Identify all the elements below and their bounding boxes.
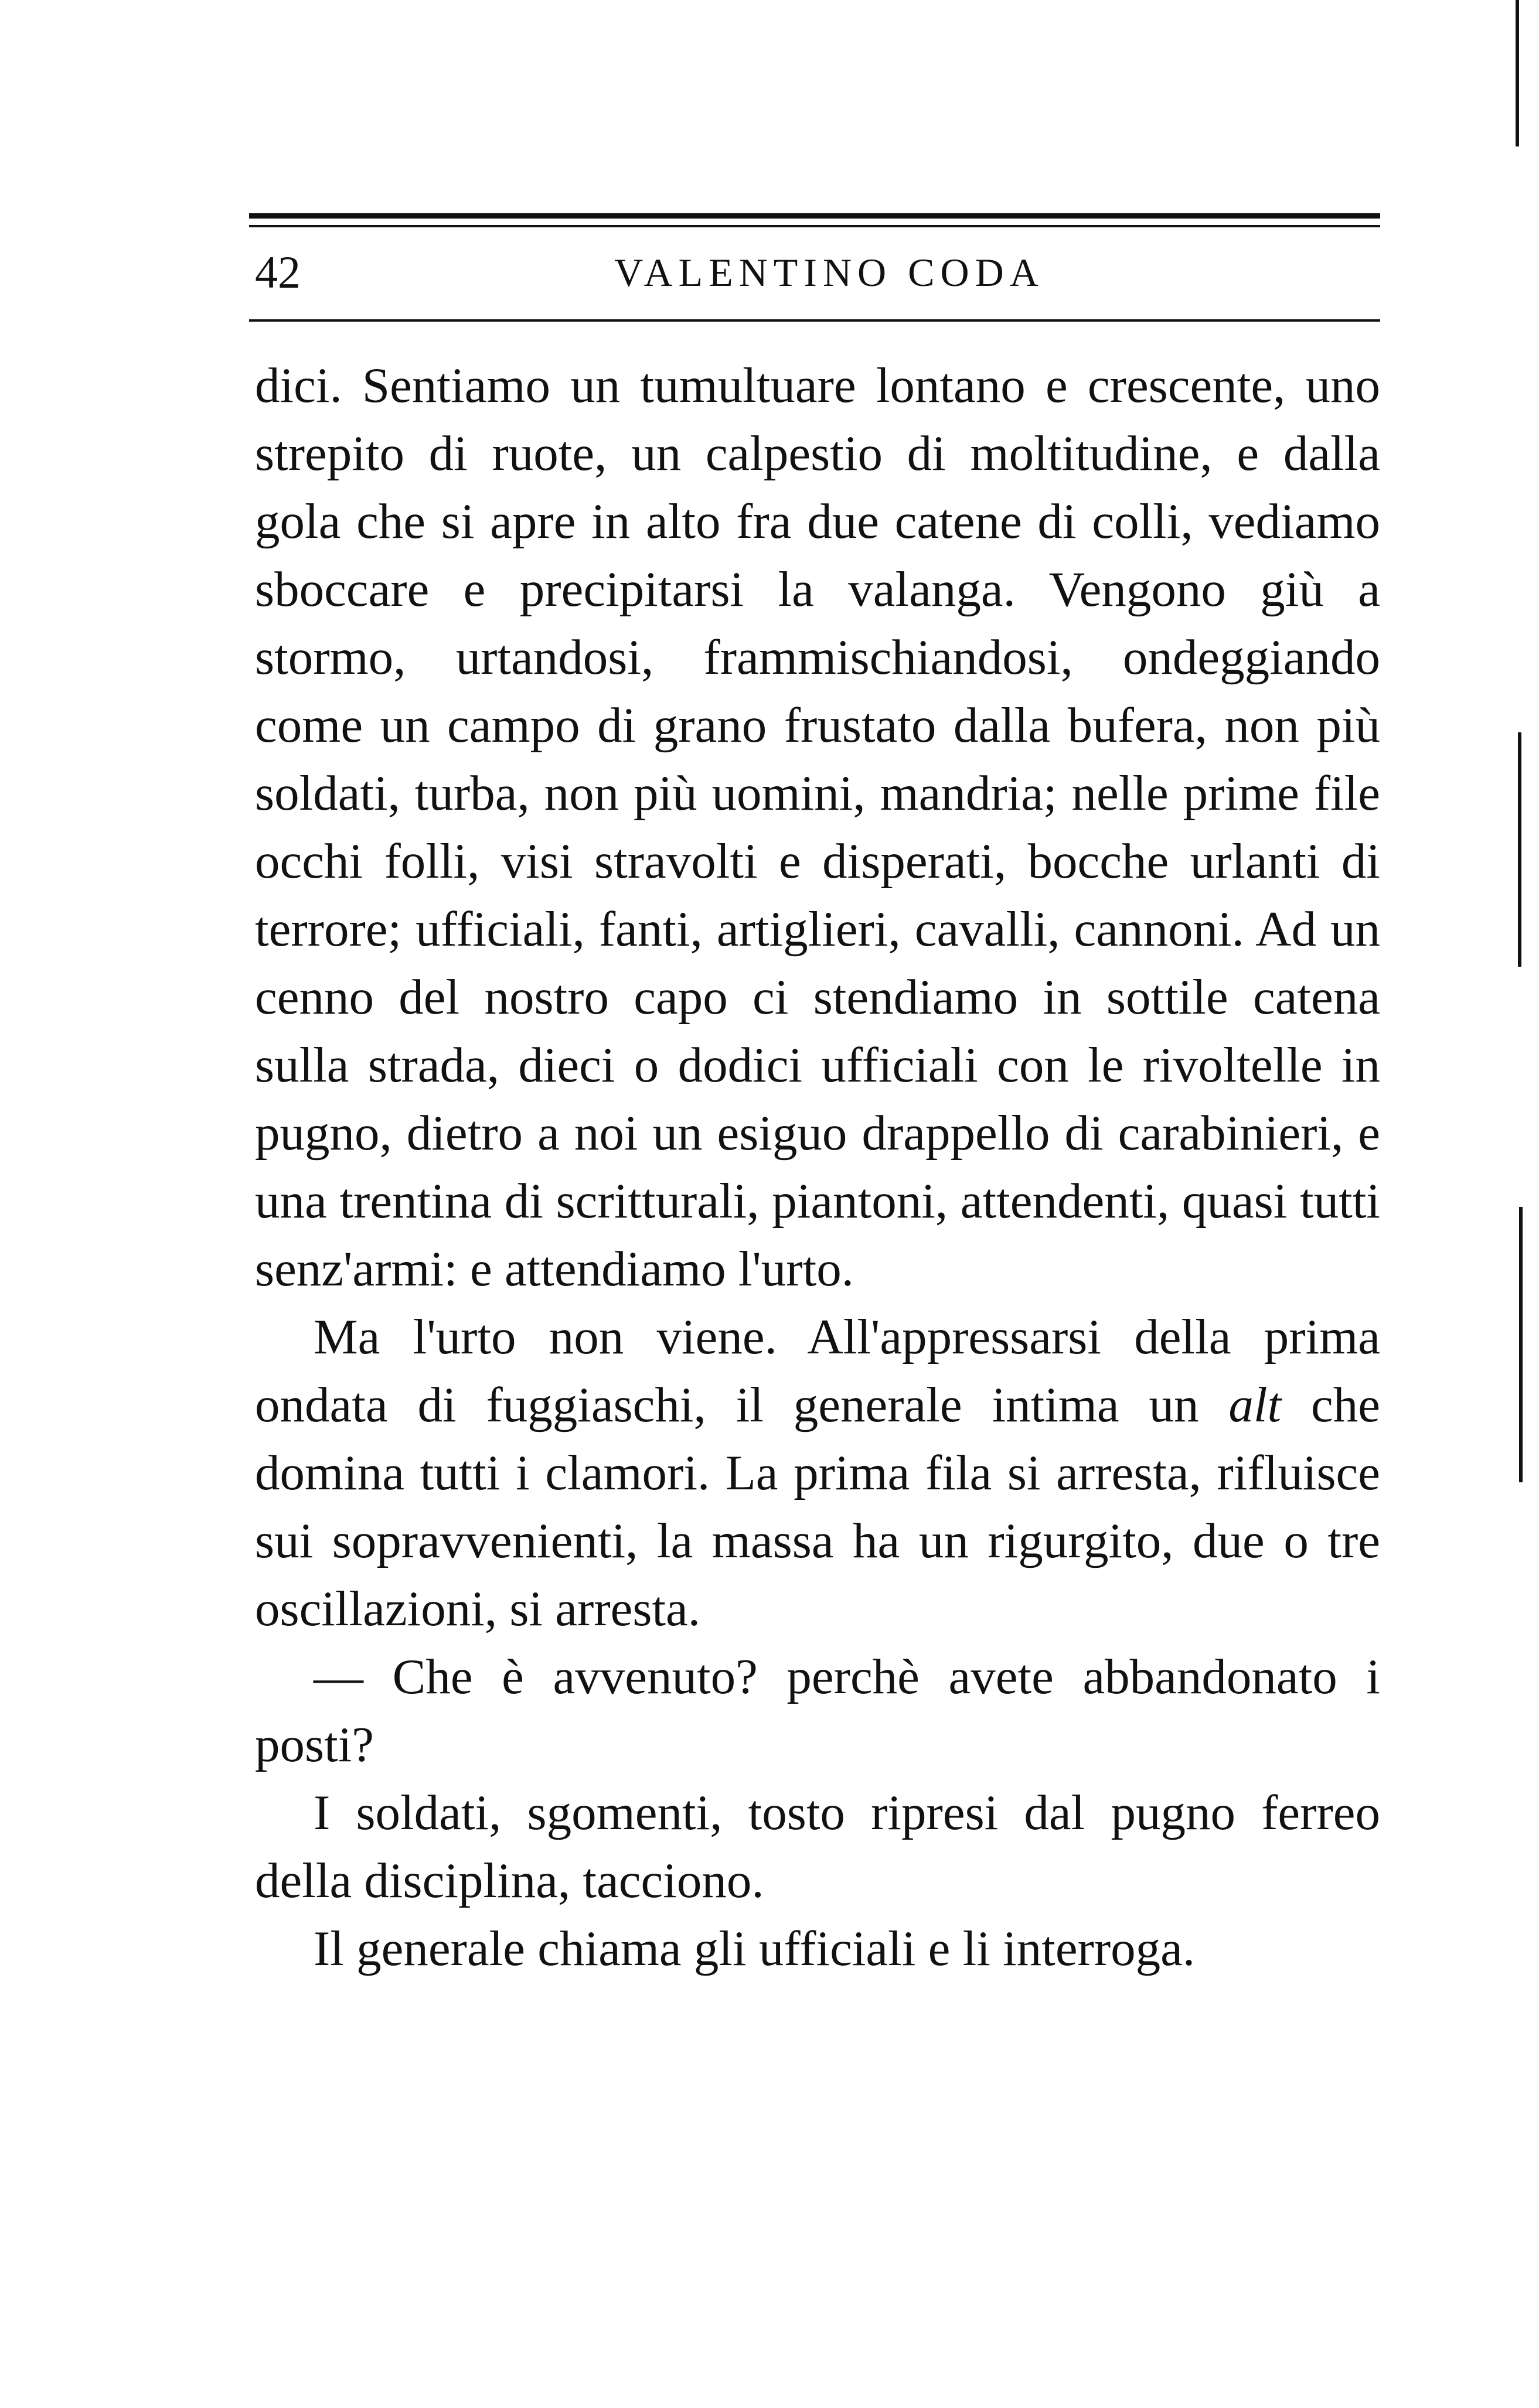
page-number: 42 [255,247,301,298]
paragraph-text: che domina tutti i clamori. La prima fila si arresta, rifluisce sui sopravvenienti, la massa ha un rigurgito, due o tre oscillazioni, si arresta. [255,1377,1380,1636]
paragraph-dialogue: — Che è avvenuto? perchè avete abbandonato i posti? [255,1649,1380,1772]
running-head: VALENTINO CODA [614,250,1044,295]
scan-edge-mark [1519,1207,1523,1482]
header-underline-rule [249,319,1380,322]
body-text [255,352,1380,1983]
scan-edge-mark [1516,0,1519,146]
paragraph [255,1303,1380,1643]
scan-edge-mark [1518,732,1521,967]
paragraph: dici. Sentiamo un tumultuare lontano e crescente, uno strepito di ruote, un calpestio di moltitudine, e dalla gola che si apre in alto fra due catene di colli, vediamo sboccare e precipitarsi la valanga. Vengono giù a stormo, urtandosi, frammischiandosi, ondeggiando come un campo di grano frustato dalla bufera, non più soldati, turba, non più uomini, mandria; nelle prime file occhi folli, visi stravolti e disperati, bocche urlanti di terrore; ufficiali, fanti, artiglieri, cavalli, cannoni. Ad un cenno del nostro capo ci stendiamo in sottile catena sulla strada, dieci o dodici ufficiali con le rivoltelle in pugno, dietro a noi un esiguo drappello di carabinieri, e una trentina di scritturali, piantoni, attendenti, quasi tutti senz'armi: e attendiamo l'urto. [255,358,1380,1297]
page-header [249,240,1380,305]
paragraph: Il generale chiama gli ufficiali e li interroga. [314,1921,1196,1976]
header-rule-thick [249,213,1380,219]
italic-word: alt [1228,1377,1282,1432]
paragraph-text: Ma l'urto non viene. All'appressarsi della prima ondata di fuggiaschi, il generale intima un [255,1309,1380,1432]
header-rule-thin [249,225,1380,227]
paragraph: I soldati, sgomenti, tosto ripresi dal pugno ferreo della disciplina, tacciono. [255,1785,1380,1908]
